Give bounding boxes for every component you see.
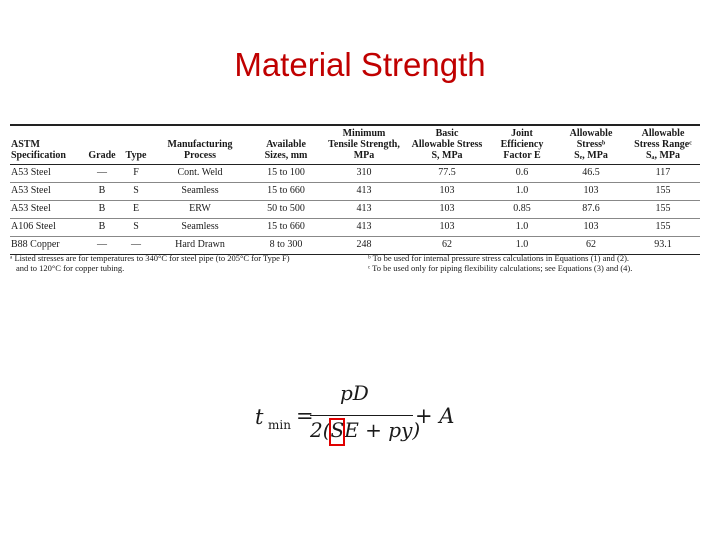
cell-tensile: 413: [322, 183, 406, 201]
cell-type: S: [122, 183, 150, 201]
cell-type: F: [122, 165, 150, 183]
cell-basic: 62: [406, 237, 488, 255]
table-row: [10, 237, 700, 255]
cell-range: 155: [626, 201, 700, 219]
cell-joint: 1.0: [488, 237, 556, 255]
header-grade: Grade: [82, 126, 122, 165]
page-title: Material Strength: [234, 46, 486, 83]
cell-basic: 77.5: [406, 165, 488, 183]
cell-grade: —: [82, 165, 122, 183]
header-basic: Basic Allowable Stress S, MPa: [406, 126, 488, 165]
table-row: [10, 183, 700, 201]
cell-tensile: 413: [322, 219, 406, 237]
cell-sizes: 50 to 500: [250, 201, 322, 219]
footnote-b: ᵇ To be used for internal pressure stress calculations in Equations (1) and (2).: [368, 253, 630, 263]
cell-allowable: 62: [556, 237, 626, 255]
cell-type: S: [122, 219, 150, 237]
cell-process: Seamless: [150, 219, 250, 237]
cell-allowable: 103: [556, 219, 626, 237]
header-sizes: Available Sizes, mm: [250, 126, 322, 165]
cell-basic: 103: [406, 183, 488, 201]
cell-type: E: [122, 201, 150, 219]
cell-spec: A53 Steel: [10, 201, 82, 219]
cell-sizes: 15 to 660: [250, 219, 322, 237]
cell-sizes: 8 to 300: [250, 237, 322, 255]
cell-spec: A53 Steel: [10, 165, 82, 183]
cell-range: 117: [626, 165, 700, 183]
header-type: Type: [122, 126, 150, 165]
header-row: [10, 126, 700, 165]
cell-tensile: 413: [322, 201, 406, 219]
cell-spec: A53 Steel: [10, 183, 82, 201]
material-strength-table: [10, 124, 700, 255]
data-table: [10, 126, 700, 255]
highlight-box: [329, 418, 345, 446]
cell-process: ERW: [150, 201, 250, 219]
table-row: [10, 165, 700, 183]
header-astm: ASTM Specification: [10, 126, 82, 165]
formula-equals: =: [296, 404, 314, 428]
cell-grade: B: [82, 201, 122, 219]
cell-spec: A106 Steel: [10, 219, 82, 237]
cell-basic: 103: [406, 219, 488, 237]
cell-sizes: 15 to 660: [250, 183, 322, 201]
cell-joint: 1.0: [488, 183, 556, 201]
footnote-a: ᵃ Listed stresses are for temperatures to 340°C for steel pipe (to 205°C for Type F) and to 120°C for copper tubing.: [10, 253, 290, 273]
cell-joint: 1.0: [488, 219, 556, 237]
table-row: [10, 219, 700, 237]
cell-type: —: [122, 237, 150, 255]
cell-tensile: 248: [322, 237, 406, 255]
cell-process: Hard Drawn: [150, 237, 250, 255]
header-allowable: Allowable Stressᵇ Sₑ, MPa: [556, 126, 626, 165]
cell-joint: 0.6: [488, 165, 556, 183]
formula-denominator: 2(SE + py): [310, 418, 421, 442]
footnote-c: ᶜ To be used only for piping flexibility calculations; see Equations (3) and (4).: [368, 263, 633, 273]
footnotes-b-c: [368, 253, 698, 273]
cell-sizes: 15 to 100: [250, 165, 322, 183]
header-mfg: Manufacturing Process: [150, 126, 250, 165]
cell-range: 93.1: [626, 237, 700, 255]
cell-grade: —: [82, 237, 122, 255]
cell-process: Cont. Weld: [150, 165, 250, 183]
cell-allowable: 46.5: [556, 165, 626, 183]
cell-joint: 0.85: [488, 201, 556, 219]
cell-spec: B88 Copper: [10, 237, 82, 255]
formula-lhs: t: [255, 405, 264, 429]
header-range: Allowable Stress Rangeᶜ Sₐ, MPa: [626, 126, 700, 165]
formula-plus-term: + A: [415, 404, 455, 428]
header-tensile: Minimum Tensile Strength, MPa: [322, 126, 406, 165]
cell-allowable: 103: [556, 183, 626, 201]
cell-basic: 103: [406, 201, 488, 219]
cell-process: Seamless: [150, 183, 250, 201]
cell-grade: B: [82, 183, 122, 201]
wall-thickness-formula: [252, 381, 462, 449]
cell-allowable: 87.6: [556, 201, 626, 219]
formula-lhs-subscript: min: [268, 418, 291, 432]
table-row: [10, 201, 700, 219]
cell-range: 155: [626, 219, 700, 237]
formula-numerator: pD: [340, 381, 369, 405]
cell-tensile: 310: [322, 165, 406, 183]
cell-range: 155: [626, 183, 700, 201]
header-joint: Joint Efficiency Factor E: [488, 126, 556, 165]
fraction-bar: [310, 415, 413, 416]
cell-grade: B: [82, 219, 122, 237]
